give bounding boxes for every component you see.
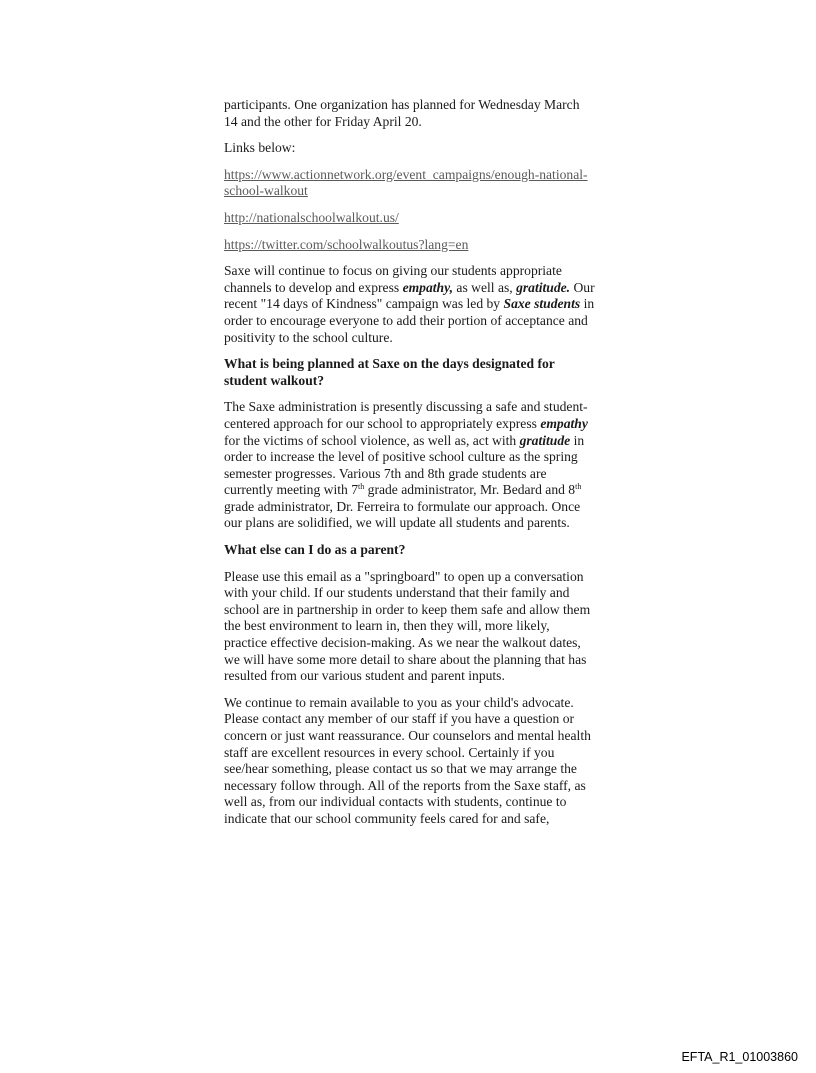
emphasis-empathy: empathy — [540, 415, 588, 431]
paragraph-administration: The Saxe administration is presently discussing a safe and student-centered approach for our school to appropriately express empathy for the victims of school violence, as well as, act with gratitude in order to increase the level of positive school culture as the spring semester progresses. Various 7th and 8th grade students are currently meeting with 7th grade administrator, Mr. Bedard and 8th grade administrator, Dr. Ferreira to formulate our approach. Once our plans are solidified, we will update all students and parents. — [224, 399, 588, 531]
link-item — [224, 210, 596, 227]
heading-walkout-plans: What is being planned at Saxe on the days designated for student walkout? — [224, 356, 555, 388]
links-intro: Links below: — [224, 140, 296, 156]
heading-parent: What else can I do as a parent? — [224, 542, 406, 558]
paragraph-advocate: We continue to remain available to you as your child's advocate. Please contact any member of our staff if you have a question or concern or just want reassurance. Our counselors and mental health staff are excellent resources in every school. Certainly if you see/hear something, please contact us so that we may arrange the necessary follow through. All of the reports from the Saxe staff, as well as, from our individual contacts with students, continue to indicate that our school community feels cared for and safe, — [224, 694, 591, 826]
link-item — [224, 237, 596, 254]
superscript-th: th — [358, 482, 365, 492]
superscript-th: th — [575, 482, 582, 492]
paragraph-springboard: Please use this email as a "springboard" to open up a conversation with your child. If our students understand that their family and school are in partnership in order to keep them safe and allow them the best environment to learn in, then they will, more likely, practice effective decision-making. As we near the walkout dates, we will have some more detail to share about the planning that has resulted from our various student and parent inputs. — [224, 568, 591, 684]
link-nationalschoolwalkout[interactable]: http://nationalschoolwalkout.us/ — [224, 209, 399, 225]
document-id-footer: EFTA_R1_01003860 — [681, 1050, 798, 1064]
emphasis-gratitude: gratitude — [519, 432, 571, 448]
paragraph-saxe-focus: Saxe will continue to focus on giving our students appropriate channels to develop and express empathy, as well as, gratitude. Our recent "14 days of Kindness" campaign was led by Saxe students in order to encourage everyone to add their portion of acceptance and positivity to the school culture. — [224, 263, 595, 345]
link-actionnetwork[interactable]: https://www.actionnetwork.org/event_campaigns/enough-national-school-walkout — [224, 166, 588, 199]
link-twitter[interactable]: https://twitter.com/schoolwalkoutus?lang=en — [224, 236, 469, 252]
paragraph-participants: participants. One organization has planned for Wednesday March 14 and the other for Friday April 20. — [224, 97, 580, 129]
emphasis-gratitude: gratitude. — [516, 279, 571, 295]
document-body — [224, 97, 596, 838]
emphasis-saxe-students: Saxe students — [503, 296, 581, 312]
link-item — [224, 167, 596, 200]
emphasis-empathy: empathy, — [402, 279, 454, 295]
